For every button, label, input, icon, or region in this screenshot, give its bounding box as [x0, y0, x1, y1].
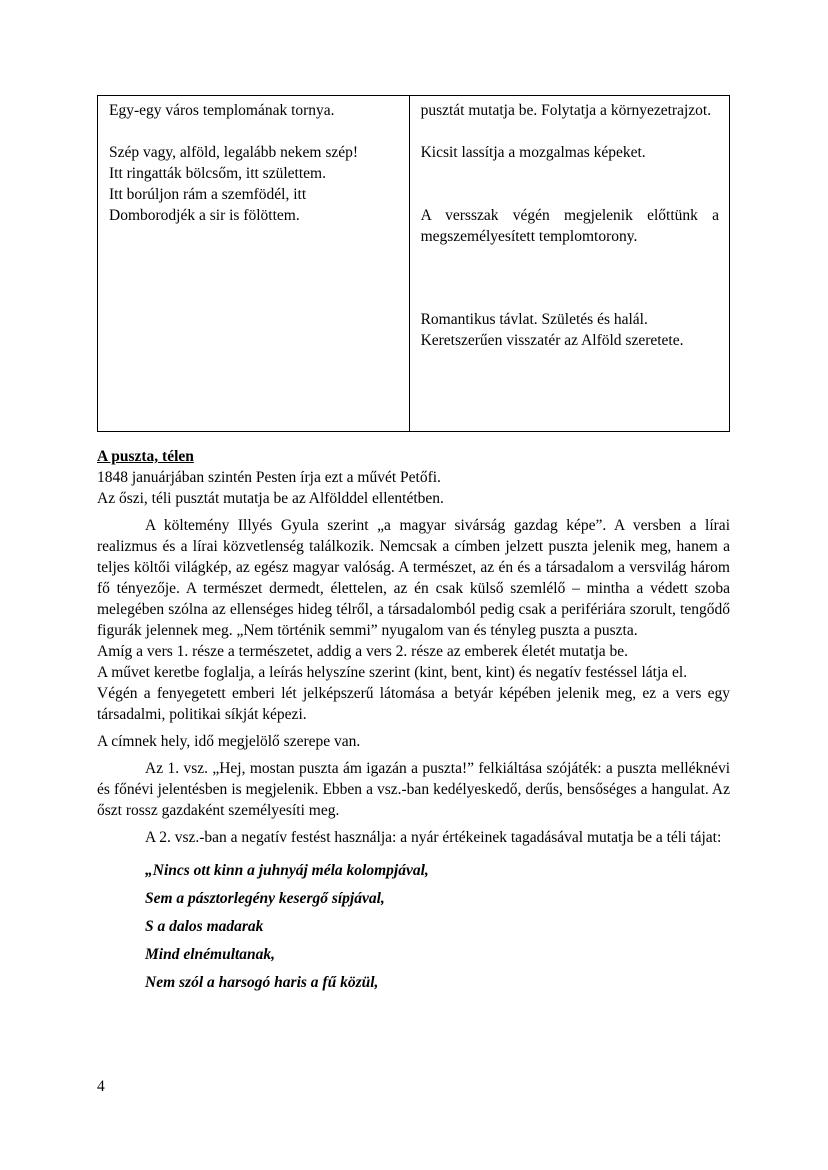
poem-line: Domborodjék a sir is fölöttem. [109, 207, 300, 224]
page-number: 4 [97, 1078, 105, 1095]
body-paragraph: A költemény Illyés Gyula szerint „a magyar sivárság gazdag képe”. A versben a lírai realizmus és a lírai közvetlenség találkozik. Nemcsak a címben jelzett puszta jelenik meg, hanem a teljes költői világkép, az egész magyar valóság. A természet, az én és a társadalom a versvilág három fő tényezője. A természet dermedt, élettelen, az én csak külső szemlélő – mintha a védett szoba melegében szólna az ellenséges hideg télről, a társadalomból pedig csak a perifériára szorult, tengődő figurák jelennek meg. „Nem történik semmi” nyugalom van és tényleg puszta a puszta. [97, 517, 730, 639]
quote-line: S a dalos madarak [145, 918, 264, 935]
body-paragraph: Végén a fenyegetett emberi lét jelképszerű látomása a betyár képében jelenik meg, ez a vers egy társadalmi, politikai síkját képezi. [97, 685, 730, 723]
poem-line: Szép vagy, alföld, legalább nekem szép! [109, 144, 359, 161]
table-row [98, 96, 730, 432]
body-paragraph: Az őszi, téli pusztát mutatja be az Alfölddel ellentétben. [97, 490, 444, 507]
body-paragraph: A művet keretbe foglalja, a leírás helyszíne szerint (kint, bent, kint) és negatív festéssel látja el. [97, 664, 688, 681]
annotation-paragraph: Keretszerűen visszatér az Alföld szeretete. [420, 332, 684, 349]
poem-line: Egy-egy város templomának tornya. [109, 102, 335, 119]
poem-line: Itt borúljon rám a szemfödél, itt [109, 186, 307, 203]
annotation-paragraph: A versszak végén megjelenik előttünk a megszemélyesített templomtorony. [420, 207, 719, 245]
body-paragraph: Az 1. vsz. „Hej, mostan puszta ám igazán a puszta!” felkiáltása szójáték: a puszta melléknévi és főnévi jelentésben is megjelenik. Ebben a vsz.-ban kedélyeskedő, derűs, bensőséges a hangulat. Az őszt rossz gazdaként személyesíti meg. [97, 760, 730, 819]
poem-line: Itt ringatták bölcsőm, itt születtem. [109, 165, 326, 182]
quote-line: Sem a pásztorlegény kesergő sípjával, [145, 890, 385, 907]
section-heading: A puszta, télen [97, 448, 194, 465]
quote-line: Mind elnémultanak, [145, 946, 276, 963]
annotation-paragraph: Romantikus távlat. Születés és halál. [420, 311, 648, 328]
body-paragraph: A 2. vsz.-ban a negatív festést használja: a nyár értékeinek tagadásával mutatja be a téli tájat: [145, 829, 722, 846]
body-paragraph: A címnek hely, idő megjelölő szerepe van. [97, 733, 361, 750]
annotation-paragraph: Kicsit lassítja a mozgalmas képeket. [420, 144, 646, 161]
quote-line: „Nincs ott kinn a juhnyáj méla kolompjával, [145, 862, 429, 879]
content-table [97, 95, 730, 432]
poem-quote-block [97, 860, 730, 993]
body-paragraph: Amíg a vers 1. része a természetet, addig a vers 2. része az emberek életét mutatja be. [97, 643, 629, 660]
body-paragraph: 1848 januárjában szintén Pesten írja ezt a művét Petőfi. [97, 469, 441, 486]
table-cell-analysis [409, 96, 729, 432]
quote-line: Nem szól a harsogó haris a fű közül, [145, 974, 379, 991]
annotation-paragraph: pusztát mutatja be. Folytatja a környezetrajzot. [420, 102, 712, 119]
table-cell-poem [98, 96, 410, 432]
